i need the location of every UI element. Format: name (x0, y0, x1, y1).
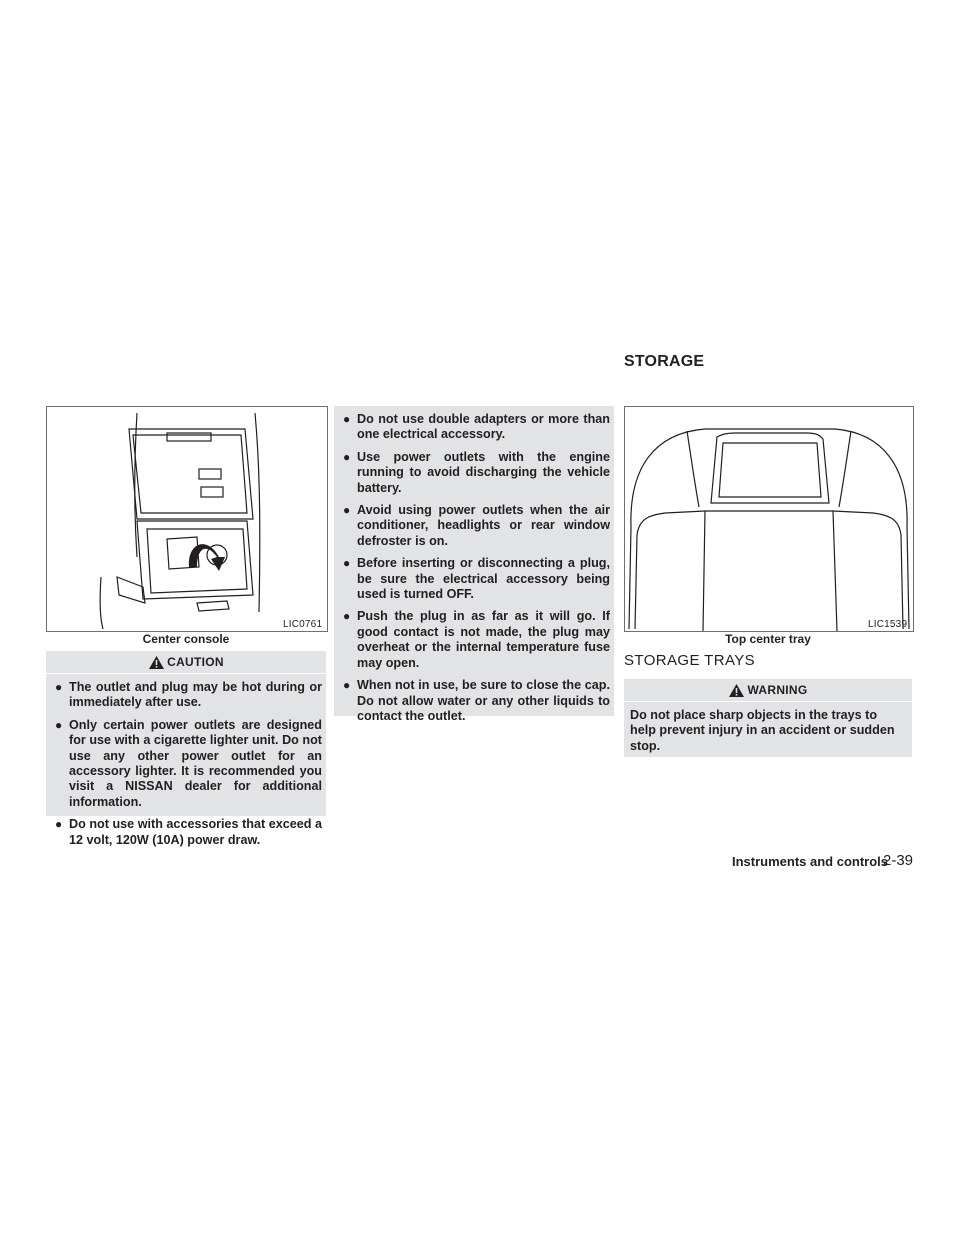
figure-code-lic1539: LIC1539 (868, 619, 908, 630)
caution-item: ● Use power outlets with the engine running to avoid discharging the vehicle battery. (343, 449, 610, 495)
caution-title: CAUTION (167, 655, 224, 669)
caution-list-left (46, 674, 326, 848)
section-title-storage: STORAGE (624, 353, 705, 370)
center-console-illustration (47, 407, 327, 631)
caution-item: ● The outlet and plug may be hot during or immediately after use. (55, 680, 322, 710)
warning-box (624, 679, 912, 757)
caution-item: ● Do not use double adapters or more than one electrical accessory. (343, 412, 610, 442)
caution-item: ● Push the plug in as far as it will go. If good contact is not made, the plug may overheat or the internal temperature fuse may open. (343, 609, 610, 670)
caution-list-right (334, 406, 614, 724)
caution-heading (46, 651, 326, 674)
warning-title: WARNING (747, 683, 808, 697)
caution-item: ● Avoid using power outlets when the air conditioner, headlights or rear window defroster is on. (343, 503, 610, 548)
warning-heading (624, 679, 912, 702)
top-center-tray-illustration (625, 407, 913, 631)
top-center-tray-figure (624, 406, 914, 632)
caution-item: ● Do not use with accessories that exceed a 12 volt, 120W (10A) power draw. (55, 817, 322, 847)
figure-caption-top-center-tray: Top center tray (725, 632, 811, 646)
caution-item: ● Before inserting or disconnecting a plug, be sure the electrical accessory being used is turned OFF. (343, 556, 610, 602)
caution-box-left (46, 651, 326, 847)
caution-box-right (334, 406, 614, 723)
footer-page-number: 2-39 (883, 852, 914, 869)
caution-item: ● Only certain power outlets are designed for use with a cigarette lighter unit. Do not use any other power outlet for an accessory lighter. It is recommended you visit a NISSAN dealer for additional information. (55, 717, 322, 809)
subsection-title-storage-trays: STORAGE TRAYS (624, 652, 756, 669)
warning-text: Do not place sharp objects in the trays to help prevent injury in an accident or sudden stop. (630, 708, 895, 753)
figure-caption-center-console: Center console (142, 632, 230, 646)
warning-triangle-icon (728, 683, 745, 698)
center-console-figure (46, 406, 328, 632)
warning-triangle-icon (148, 655, 165, 670)
footer-section-name: Instruments and controls (732, 854, 889, 869)
figure-code-lic0761: LIC0761 (283, 619, 323, 630)
caution-item: ● When not in use, be sure to close the cap. Do not allow water or any other liquids to contact the outlet. (343, 678, 610, 723)
